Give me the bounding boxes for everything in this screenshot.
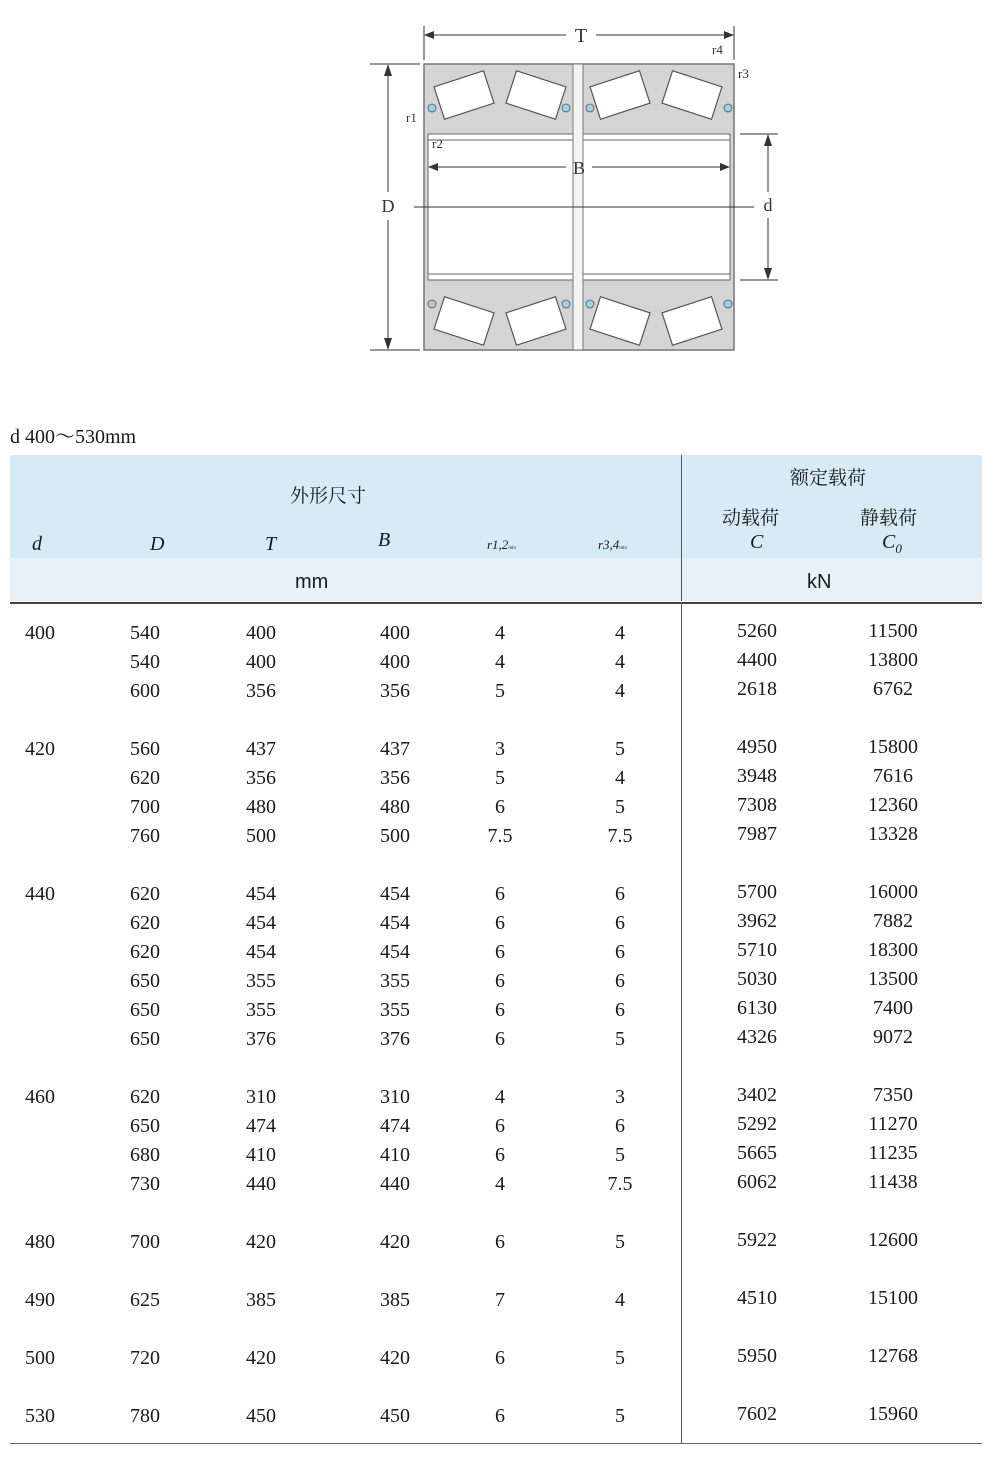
- cell-C0: 15800: [868, 736, 918, 758]
- cell-D: 620: [130, 1086, 160, 1108]
- label-r3: r3: [738, 66, 749, 81]
- cell-B: 440: [380, 1173, 410, 1195]
- cell-B: 400: [380, 622, 410, 644]
- cell-C: 6130: [737, 997, 777, 1019]
- cell-C0: 11500: [868, 620, 918, 642]
- cell-r12: 6: [495, 1347, 505, 1369]
- cell-D: 720: [130, 1347, 160, 1369]
- cell-B: 400: [380, 651, 410, 673]
- cell-B: 420: [380, 1347, 410, 1369]
- header-rated-load: 额定载荷: [790, 467, 867, 489]
- cell-T: 410: [246, 1144, 276, 1166]
- cell-C0: 7350: [873, 1084, 913, 1106]
- cell-C0: 6762: [873, 678, 913, 700]
- cell-C: 4400: [737, 649, 777, 671]
- cell-B: 474: [380, 1115, 410, 1137]
- header-col-r12: r1,2min: [487, 537, 516, 552]
- table-column-divider: [681, 602, 682, 1444]
- cell-T: 454: [246, 912, 276, 934]
- cell-T: 420: [246, 1231, 276, 1253]
- cell-B: 420: [380, 1231, 410, 1253]
- cell-d-group: 500: [25, 1347, 55, 1369]
- cell-B: 454: [380, 941, 410, 963]
- cell-r12: 7: [495, 1289, 505, 1311]
- cell-T: 454: [246, 883, 276, 905]
- cell-D: 620: [130, 912, 160, 934]
- cell-d-group: 490: [25, 1289, 55, 1311]
- cell-B: 310: [380, 1086, 410, 1108]
- cell-D: 600: [130, 680, 160, 702]
- cell-r34: 6: [615, 970, 625, 992]
- cell-T: 385: [246, 1289, 276, 1311]
- header-static-load: 静载荷: [860, 507, 918, 529]
- cell-D: 625: [130, 1289, 160, 1311]
- cell-d-group: 420: [25, 738, 55, 760]
- cell-D: 650: [130, 999, 160, 1021]
- label-T: T: [574, 25, 588, 47]
- cell-C: 7308: [737, 794, 777, 816]
- cell-r12: 6: [495, 1144, 505, 1166]
- cell-T: 310: [246, 1086, 276, 1108]
- cell-r34: 6: [615, 1115, 625, 1137]
- cell-C: 5260: [737, 620, 777, 642]
- cell-T: 450: [246, 1405, 276, 1427]
- cell-r12: 6: [495, 1405, 505, 1427]
- cell-D: 540: [130, 622, 160, 644]
- header-col-C0: $C_0$: [882, 531, 902, 556]
- cell-d-group: 480: [25, 1231, 55, 1253]
- cell-B: 500: [380, 825, 410, 847]
- cell-r12: 6: [495, 941, 505, 963]
- cell-T: 454: [246, 941, 276, 963]
- cell-r12: 6: [495, 970, 505, 992]
- header-col-T: T: [265, 533, 277, 555]
- cell-C: 5665: [737, 1142, 777, 1164]
- cell-B: 480: [380, 796, 410, 818]
- cell-T: 400: [246, 651, 276, 673]
- cell-C: 5922: [737, 1229, 777, 1251]
- cell-r34: 6: [615, 883, 625, 905]
- cell-r12: 3: [495, 738, 505, 760]
- cell-r12: 6: [495, 912, 505, 934]
- cell-C: 4510: [737, 1287, 777, 1309]
- cell-C0: 13800: [868, 649, 918, 671]
- cell-T: 355: [246, 970, 276, 992]
- cell-T: 355: [246, 999, 276, 1021]
- cell-r12: 4: [495, 651, 505, 673]
- label-r1: r1: [406, 110, 417, 125]
- cell-B: 356: [380, 767, 410, 789]
- cell-D: 650: [130, 1115, 160, 1137]
- cell-r12: 4: [495, 1086, 505, 1108]
- cell-r12: 6: [495, 1231, 505, 1253]
- table-bottom-border: [10, 1443, 982, 1444]
- cell-D: 650: [130, 970, 160, 992]
- cell-C0: 16000: [868, 881, 918, 903]
- cell-C: 7602: [737, 1403, 777, 1425]
- label-D: D: [381, 196, 395, 216]
- cell-C: 7987: [737, 823, 777, 845]
- cell-r34: 5: [615, 1405, 625, 1427]
- header-col-D: D: [150, 533, 165, 555]
- cell-C0: 12360: [868, 794, 918, 816]
- cell-C0: 11270: [868, 1113, 918, 1135]
- cell-T: 376: [246, 1028, 276, 1050]
- cell-C: 3962: [737, 910, 777, 932]
- cell-T: 474: [246, 1115, 276, 1137]
- cell-r34: 4: [615, 622, 625, 644]
- cell-D: 620: [130, 767, 160, 789]
- cell-r12: 4: [495, 622, 505, 644]
- cell-D: 700: [130, 796, 160, 818]
- unit-mm: mm: [295, 571, 329, 593]
- cell-d-group: 530: [25, 1405, 55, 1427]
- cell-B: 454: [380, 912, 410, 934]
- cell-D: 700: [130, 1231, 160, 1253]
- cell-B: 376: [380, 1028, 410, 1050]
- cell-C0: 15960: [868, 1403, 918, 1425]
- label-r4: r4: [712, 42, 723, 57]
- cell-r34: 5: [615, 738, 625, 760]
- cell-r34: 5: [615, 1028, 625, 1050]
- cell-r34: 5: [615, 1231, 625, 1253]
- cell-r12: 7.5: [487, 825, 513, 847]
- header-dynamic-load: 动载荷: [722, 507, 780, 529]
- cell-C0: 15100: [868, 1287, 918, 1309]
- cell-r34: 4: [615, 1289, 625, 1311]
- cell-r12: 6: [495, 796, 505, 818]
- header-col-C: C: [750, 531, 764, 553]
- cell-D: 760: [130, 825, 160, 847]
- cell-r34: 6: [615, 941, 625, 963]
- cell-B: 437: [380, 738, 410, 760]
- cell-C: 5700: [737, 881, 777, 903]
- cell-r12: 4: [495, 1173, 505, 1195]
- cell-B: 355: [380, 970, 410, 992]
- cell-C0: 7616: [873, 765, 913, 787]
- range-title: d 400～530mm: [10, 426, 137, 448]
- cell-D: 620: [130, 883, 160, 905]
- cell-B: 450: [380, 1405, 410, 1427]
- header-col-B: B: [378, 529, 391, 551]
- cell-T: 356: [246, 767, 276, 789]
- cell-r34: 7.5: [607, 825, 633, 847]
- cell-D: 680: [130, 1144, 160, 1166]
- cell-r12: 5: [495, 767, 505, 789]
- cell-r12: 6: [495, 1115, 505, 1137]
- header-dimensions: 外形尺寸: [290, 485, 367, 507]
- table-header: [10, 455, 982, 601]
- unit-band: [10, 558, 982, 601]
- cell-B: 356: [380, 680, 410, 702]
- cell-r12: 6: [495, 999, 505, 1021]
- bearing-diagram: [360, 20, 780, 360]
- cell-C0: 13500: [868, 968, 918, 990]
- cell-r34: 3: [615, 1086, 625, 1108]
- cell-T: 440: [246, 1173, 276, 1195]
- cell-T: 480: [246, 796, 276, 818]
- header-body-divider: [10, 602, 982, 604]
- cell-T: 420: [246, 1347, 276, 1369]
- cell-C: 3948: [737, 765, 777, 787]
- cell-d-group: 460: [25, 1086, 55, 1108]
- cell-r12: 5: [495, 680, 505, 702]
- cell-r34: 6: [615, 912, 625, 934]
- label-B: B: [572, 158, 586, 178]
- cell-C0: 12600: [868, 1229, 918, 1251]
- cell-C0: 7400: [873, 997, 913, 1019]
- cell-r34: 4: [615, 767, 625, 789]
- cell-T: 500: [246, 825, 276, 847]
- cell-C0: 11235: [868, 1142, 918, 1164]
- cell-T: 400: [246, 622, 276, 644]
- cell-C: 2618: [737, 678, 777, 700]
- cell-C: 6062: [737, 1171, 777, 1193]
- cell-d-group: 400: [25, 622, 55, 644]
- cell-D: 560: [130, 738, 160, 760]
- cell-C0: 7882: [873, 910, 913, 932]
- cell-C: 5950: [737, 1345, 777, 1367]
- label-r2: r2: [432, 136, 443, 151]
- cell-C0: 18300: [868, 939, 918, 961]
- cell-r34: 6: [615, 999, 625, 1021]
- cell-r12: 6: [495, 1028, 505, 1050]
- cell-B: 410: [380, 1144, 410, 1166]
- cell-C0: 9072: [873, 1026, 913, 1048]
- cell-B: 355: [380, 999, 410, 1021]
- cell-D: 540: [130, 651, 160, 673]
- cell-C0: 13328: [868, 823, 918, 845]
- cell-D: 730: [130, 1173, 160, 1195]
- cell-r34: 5: [615, 1144, 625, 1166]
- label-d: d: [763, 195, 773, 215]
- unit-kN: kN: [807, 571, 832, 593]
- cell-r34: 4: [615, 651, 625, 673]
- header-col-d: d: [32, 533, 42, 555]
- cell-D: 780: [130, 1405, 160, 1427]
- cell-C: 4950: [737, 736, 777, 758]
- cell-C: 4326: [737, 1026, 777, 1048]
- cell-r34: 5: [615, 796, 625, 818]
- cell-r34: 5: [615, 1347, 625, 1369]
- cell-D: 650: [130, 1028, 160, 1050]
- cell-C0: 12768: [868, 1345, 918, 1367]
- cell-C: 5710: [737, 939, 777, 961]
- cell-C: 3402: [737, 1084, 777, 1106]
- cell-B: 385: [380, 1289, 410, 1311]
- cell-T: 437: [246, 738, 276, 760]
- cell-B: 454: [380, 883, 410, 905]
- cell-T: 356: [246, 680, 276, 702]
- cell-C: 5292: [737, 1113, 777, 1135]
- cell-C: 5030: [737, 968, 777, 990]
- cell-D: 620: [130, 941, 160, 963]
- cell-r34: 4: [615, 680, 625, 702]
- header-col-r34: r3,4min: [598, 537, 627, 552]
- cell-r34: 7.5: [607, 1173, 633, 1195]
- cell-d-group: 440: [25, 883, 55, 905]
- cell-C0: 11438: [868, 1171, 918, 1193]
- cell-r12: 6: [495, 883, 505, 905]
